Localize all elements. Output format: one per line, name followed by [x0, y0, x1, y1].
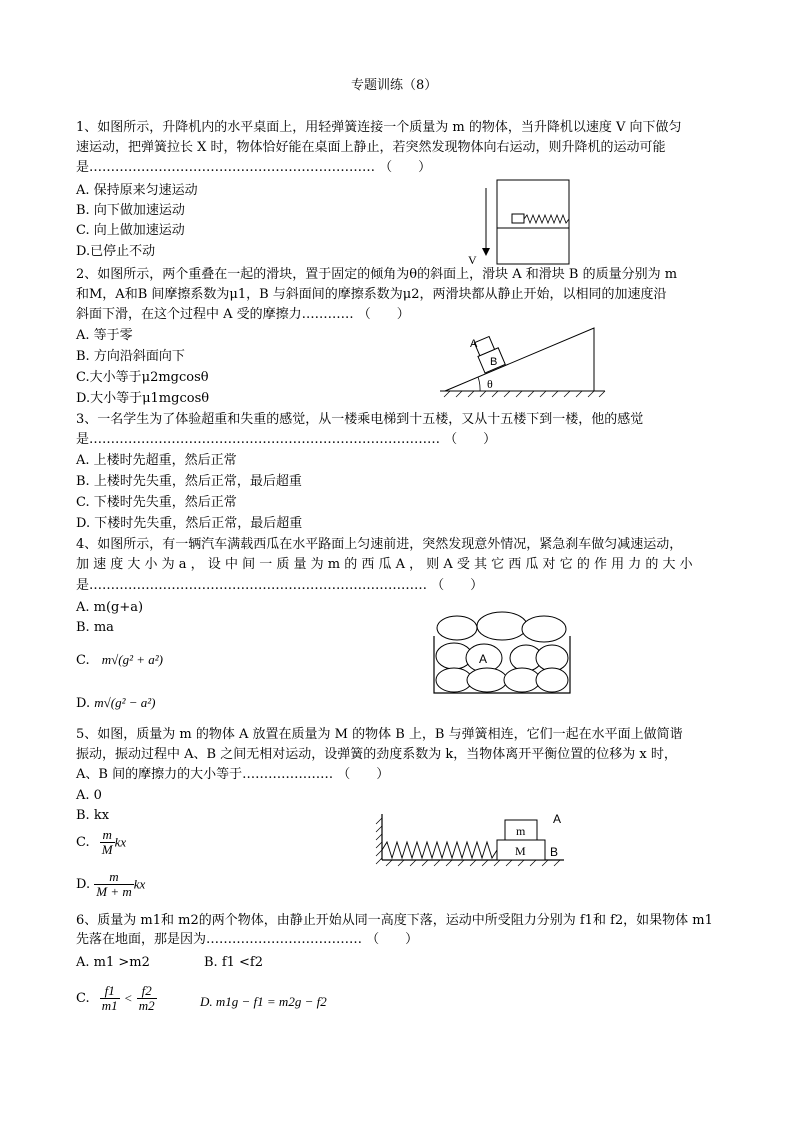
q2-line-3: 斜面下滑，在这个过程中 A 受的摩擦力………… （ ） — [76, 307, 410, 322]
q4-option-c — [76, 650, 163, 671]
q2-option-c: C.大小等于μ2mgcosθ — [76, 370, 209, 385]
q1-option-a: A. 保持原来匀速运动 — [76, 183, 198, 198]
q5-block-m-label: m — [516, 824, 526, 838]
q5-line-3: A、B 间的摩擦力的大小等于………………… （ ） — [76, 767, 390, 782]
q6-option-c-denominator-2: m2 — [138, 998, 155, 1013]
q4-watermelon-figure — [432, 614, 577, 696]
q5-line-1: 5、如图，质量为 m 的物体 A 放置在质量为 M 的物体 B 上，B 与弹簧相连，它们一起在水平面上做简谐 — [76, 727, 683, 742]
q6-option-b: B. f1 <f2 — [204, 955, 264, 970]
q5-option-d — [76, 870, 145, 899]
q5-option-c-numerator: m — [100, 828, 115, 843]
q6-option-c — [76, 984, 157, 1013]
q4-line-3: 是…………………………………………………………………… （ ） — [76, 578, 484, 593]
q3-option-d: D. 下楼时先失重，然后正常，最后超重 — [76, 516, 303, 531]
q4-watermelon-a-label: A — [479, 652, 488, 666]
q4-option-d — [76, 693, 155, 714]
q4-option-c-expression: m√(g² + a²) — [101, 652, 164, 667]
q2-line-1: 2、如图所示，两个重叠在一起的滑块，置于固定的倾角为θ的斜面上，滑块 A 和滑块 B 的质量分别为 m — [76, 267, 678, 282]
q1-option-c: C. 向上做加速运动 — [76, 223, 185, 238]
q5-option-a: A. 0 — [76, 788, 102, 803]
q5-label-b: B — [550, 845, 559, 859]
q3-option-a: A. 上楼时先超重，然后正常 — [76, 453, 237, 468]
q5-option-c-tail: kx — [114, 834, 127, 850]
q6-option-a: A. m1 >m2 — [76, 955, 150, 970]
q3-line-1: 3、一名学生为了体验超重和失重的感觉，从一楼乘电梯到十五楼，又从十五楼下到一楼，他的感觉 — [76, 412, 644, 427]
q2-option-a: A. 等于零 — [76, 328, 133, 343]
q4-option-d-prefix: D. — [76, 696, 91, 711]
q3-option-c: C. 下楼时先失重，然后正常 — [76, 495, 237, 510]
q6-line-1: 6、质量为 m1和 m2的两个物体，由静止开始从同一高度下落，运动中所受阻力分别为 f1和 f2，如果物体 m1 — [76, 913, 713, 928]
q4-option-c-prefix: C. — [76, 653, 90, 668]
q4-option-a: A. m(g+a) — [76, 600, 144, 615]
q5-line-2: 振动，振动过程中 A、B 之间无相对运动，设弹簧的劲度系数为 k，当物体离开平衡位置的位移为 x 时， — [76, 747, 677, 762]
q6-option-c-prefix: C. — [76, 991, 90, 1006]
q4-line-1: 4、如图所示，有一辆汽车满载西瓜在水平路面上匀速前进，突然发现意外情况，紧急刹车做匀减速运动， — [76, 537, 683, 552]
q3-line-2: 是……………………………………………………………………… （ ） — [76, 432, 497, 447]
q4-line-2: 加 速 度 大 小 为 a ， 设 中 间 一 质 量 为 m 的 西 瓜 A ， 则 A 受 其 它 西 瓜 对 它 的 作 用 力 的 大 小 — [76, 557, 693, 572]
q1-line-2: 速运动，把弹簧拉长 X 时，物体恰好能在桌面上静止，若突然发现物体向右运动，则升降机的运动可能 — [76, 140, 666, 155]
q5-option-d-numerator: m — [94, 870, 134, 885]
q5-option-d-prefix: D. — [76, 877, 91, 892]
q1-elevator-figure — [460, 176, 580, 271]
q5-option-b: B. kx — [76, 808, 110, 823]
q4-option-b: B. ma — [76, 620, 114, 635]
q2-incline-figure — [440, 322, 610, 397]
q2-option-b: B. 方向沿斜面向下 — [76, 349, 185, 364]
q5-label-a: A — [553, 812, 562, 826]
q2-angle-label: θ — [487, 377, 493, 391]
q5-option-c-prefix: C. — [76, 835, 90, 850]
q6-line-2: 先落在地面，那是因为……………………………… （ ） — [76, 932, 419, 947]
q1-option-b: B. 向下做加速运动 — [76, 203, 185, 218]
q1-line-3: 是………………………………………………………… （ ） — [76, 160, 432, 175]
q5-option-c — [76, 828, 126, 857]
q5-spring-figure — [374, 808, 574, 870]
page-title: 专题训练（8） — [351, 78, 438, 93]
q3-option-b: B. 上楼时先失重，然后正常，最后超重 — [76, 474, 302, 489]
q6-option-c-operator: < — [123, 990, 133, 1006]
q2-block-b-label: B — [490, 356, 498, 368]
q5-option-c-denominator: M — [101, 842, 113, 857]
q6-option-c-numerator-2: f2 — [137, 984, 157, 999]
q2-option-d: D.大小等于μ1mgcosθ — [76, 391, 210, 406]
q2-line-2: 和M，A和B 间摩擦系数为μ1，B 与斜面间的摩擦系数为μ2，两滑块都从静止开始，以相同的加速度沿 — [76, 287, 667, 302]
q6-option-d: D. m1g − f1 = m2g − f2 — [200, 994, 327, 1009]
q2-block-a-label: A — [470, 338, 478, 350]
q1-option-d: D.已停止不动 — [76, 244, 156, 259]
q5-option-d-denominator: M + m — [96, 884, 132, 899]
q1-line-1: 1、如图所示，升降机内的水平桌面上，用轻弹簧连接一个质量为 m 的物体，当升降机以速度 V 向下做匀 — [76, 120, 682, 135]
q1-velocity-label: V — [468, 253, 477, 267]
q6-option-c-denominator-1: m1 — [101, 998, 118, 1013]
q5-option-d-tail: kx — [133, 876, 146, 892]
q6-option-c-numerator-1: f1 — [100, 984, 120, 999]
q5-block-big-m-label: M — [515, 844, 526, 858]
q4-option-d-expression: m√(g² − a²) — [94, 695, 156, 710]
